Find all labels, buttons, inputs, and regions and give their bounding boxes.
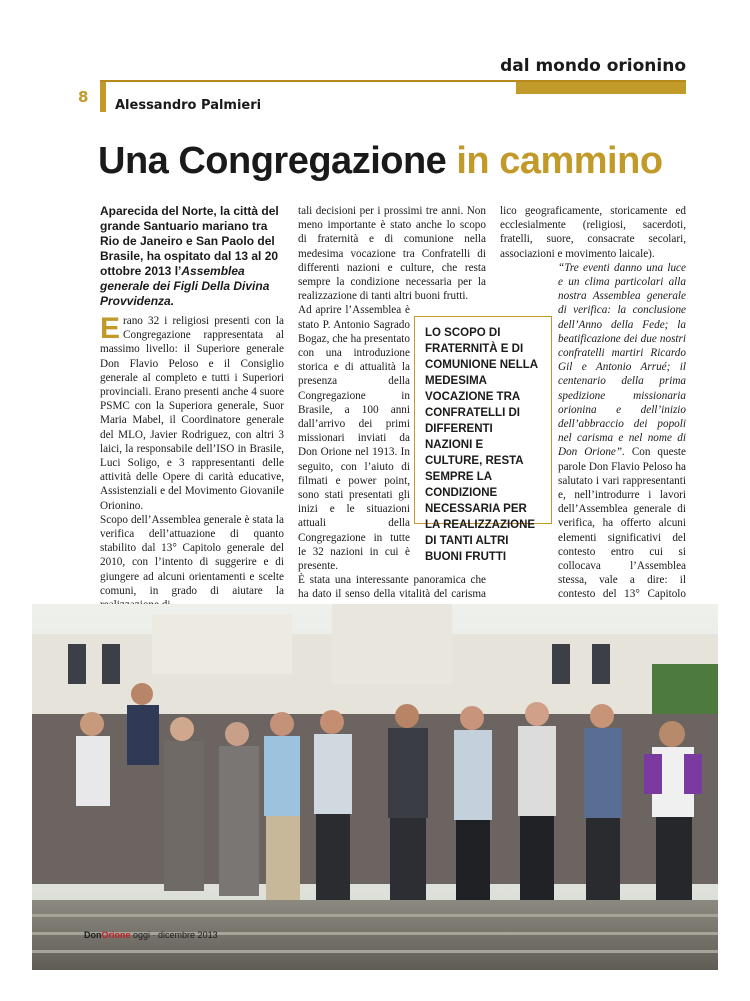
quote-tail: Con queste parole Don Flavio Peloso ha salutato i vari rappresentanti e, nell’introdurre i lavori dell’Assemblea generale di verifica, ha offerto alcuni elementi significativi del contesto entro cui si collocava l’Assemblea stessa, vale a dire: il contesto del 13° Capitolo	[558, 446, 687, 601]
paragraph: lico geograficamente, storicamente ed ecclesialmente (religiosi, sacerdoti, fratelli, suore, consacrate secolari, associazioni e movimento laicale).	[500, 205, 686, 260]
column-1	[100, 314, 284, 612]
paragraph: Ad aprire l’Assemblea è stato P. Antonio Sagrado Bogaz, che ha presentato con una introduzione storica e di attualità la presenza della Congregazione in Brasile, a 100 anni dall’arrivo dei primi missionari inviati da Don Orione nel 1913. In seguito, con l’aiuto di filmati e power point, sono stati presentati gli inizi e le situazioni attuali della Congregazione in tutte le 32 nazioni in cui è presente.	[298, 304, 410, 573]
article-title	[98, 140, 663, 183]
paragraph: Scopo dell’Assemblea generale è stata la verifica dell’attuazione di quanto stabilito dal 13° Capitolo generale del 2010, con l’intento di suggerire e di giungere ad alcuni orientamenti e scelte comuni, in grado di aiutare la	[100, 513, 284, 597]
page-number: 8	[78, 88, 89, 106]
lead-italic: Assemblea generale dei Figli Della Divina Provvidenza.	[100, 264, 270, 308]
title-accent: in cammino	[456, 140, 663, 182]
footer	[84, 930, 218, 940]
article-lead	[100, 204, 282, 309]
footer-brand: Don	[84, 930, 102, 940]
section-bar	[516, 82, 686, 94]
drop-cap: E	[100, 312, 121, 345]
paragraph-text: rano 32 i religiosi presenti con la Congregazione rappresentata al massimo livello: il Superiore generale Don Flavio Peloso e il Consiglio generale al completo e tutti i Superiori provinciali. Erano presenti anche 4 suore PSMC con la Superiora generale, Suor Maria Mabel, il Coordinatore generale del MLO, Javier Rodriguez, con altri 3 laici, la responsabile dell’ISO in Brasile, Luci Soligo, e 3 rappresentanti delle attività delle Opere di carità educative, Assistenziali e del Movimento Giovanile Orionino.	[100, 315, 284, 512]
paragraph	[100, 314, 284, 513]
author-name: Alessandro Palmieri	[115, 98, 262, 113]
paragraph: È stata una interessante panoramica che ha dato il senso della vitalità del carisma	[298, 574, 486, 601]
title-main: Una Congregazione	[98, 140, 457, 182]
footer-brand-red: Orione	[101, 930, 131, 940]
paragraph: tali decisioni per i prossimi tre anni. Non meno importante è stato anche lo scopo di fraternità e di comunione nella medesima vocazione tra Confratelli di differenti nazioni e culture, che resta sempre la condizione necessaria per la realizzazione di tanti altri buoni frutti.	[298, 205, 486, 303]
author-bar	[100, 82, 106, 112]
group-photo	[32, 604, 718, 970]
pull-quote-box	[414, 316, 552, 563]
section-title: dal mondo orionino	[500, 56, 686, 76]
quote: “Tre eventi danno una luce e un clima particolari alla nostra Assemblea generale di verifica: la conclusione dell’Anno della Fede; la beatificazione dei due nostri confratelli martiri Ricardo Gil e Antonio Arrué; il centenario della prima spedizione missionaria orionina e dell’inizio dell’abbraccio dei popoli nel carisma e nel nome di Don Orione”.	[558, 261, 686, 459]
footer-issue: oggi · dicembre 2013	[133, 930, 218, 940]
lead-text: Aparecida del Norte, la città del grande Santuario mariano tra Rio de Janeiro e San Paolo del Brasile, ha ospitato dal 13 al 20 ottobre 2013 l’	[100, 204, 279, 278]
pull-quote: LO SCOPO DI FRATERNITÀ E DI COMUNIONE NELLA MEDESIMA VOCAZIONE TRA CONFRATELLI DI DIFFERENTI NAZIONI E CULTURE, RESTA SEMPRE LA CONDIZIONE NECESSARIA PER LA REALIZZAZIONE DI TANTI ALTRI BUONI FRUTTI	[425, 327, 538, 563]
